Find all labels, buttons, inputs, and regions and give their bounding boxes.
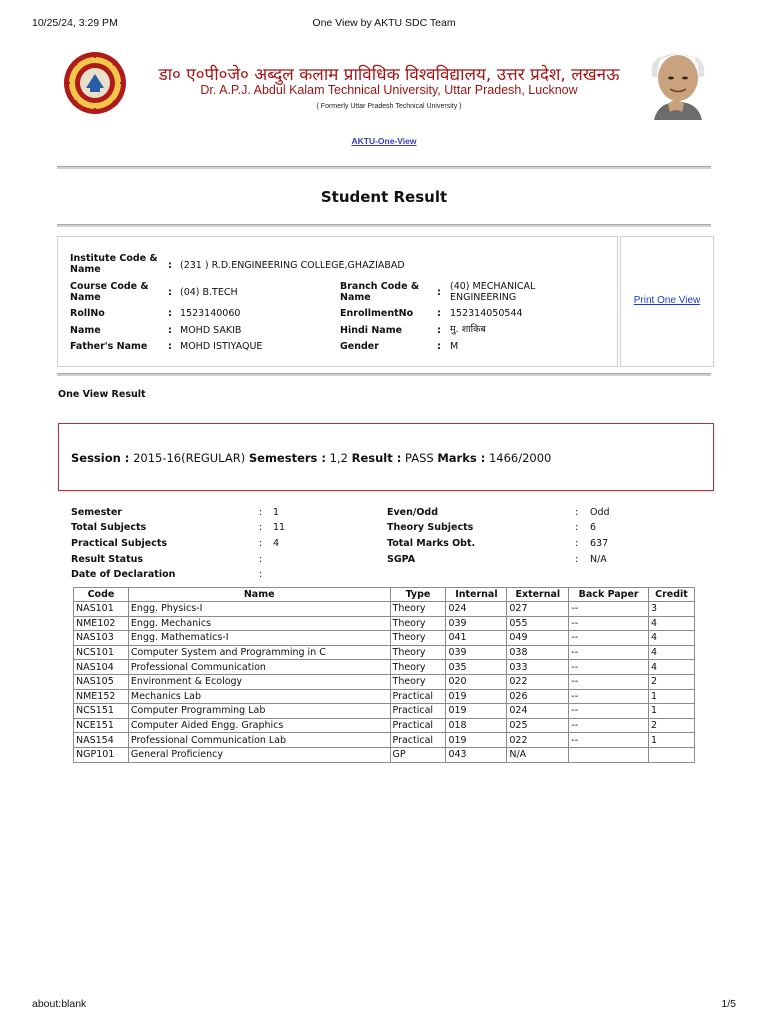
table-cell: 020 — [446, 674, 507, 689]
marks-value: 1466/2000 — [488, 451, 552, 465]
column-header: Back Paper — [569, 588, 649, 602]
table-cell: Theory — [390, 616, 446, 631]
table-row — [74, 660, 695, 675]
table-cell: NAS105 — [74, 674, 129, 689]
table-cell: -- — [569, 616, 649, 631]
session-label: Session : — [71, 451, 130, 465]
print-footer — [32, 998, 736, 1012]
institute-value: (231 ) R.D.ENGINEERING COLLEGE,GHAZIABAD — [180, 260, 405, 271]
table-row — [74, 733, 695, 748]
column-header: Code — [74, 588, 129, 602]
branch-value: (40) MECHANICAL ENGINEERING — [450, 281, 536, 303]
column-header: Credit — [649, 588, 695, 602]
one-view-result-label: One View Result — [58, 389, 146, 400]
table-cell: 027 — [507, 602, 569, 617]
table-cell: NCS151 — [74, 704, 129, 719]
divider — [57, 373, 711, 376]
portrait-image — [642, 48, 712, 120]
table-cell: Computer Programming Lab — [128, 704, 390, 719]
print-url: about:blank — [32, 998, 87, 1010]
table-cell: Engg. Physics-I — [128, 602, 390, 617]
declaration-date-label: Date of Declaration — [71, 569, 176, 580]
semesters-value: 1,2 — [329, 451, 348, 465]
table-cell: 026 — [507, 689, 569, 704]
table-row — [74, 718, 695, 733]
theory-subjects-label: Theory Subjects — [387, 522, 474, 533]
aktu-one-view-link[interactable]: AKTU-One-View — [351, 136, 417, 146]
table-cell: NAS101 — [74, 602, 129, 617]
table-cell: -- — [569, 689, 649, 704]
table-cell: NAS154 — [74, 733, 129, 748]
table-cell: 049 — [507, 631, 569, 646]
table-cell: 024 — [507, 704, 569, 719]
table-cell: 019 — [446, 704, 507, 719]
table-cell: Engg. Mechanics — [128, 616, 390, 631]
table-cell: -- — [569, 645, 649, 660]
table-cell: Professional Communication — [128, 660, 390, 675]
semester-label: Semester — [71, 507, 122, 518]
total-marks-value: 637 — [590, 538, 609, 549]
table-cell: Theory — [390, 602, 446, 617]
table-cell: NCE151 — [74, 718, 129, 733]
table-cell: Theory — [390, 660, 446, 675]
table-cell: 035 — [446, 660, 507, 675]
enrollment-label: EnrollmentNo — [340, 308, 414, 319]
colon: : — [259, 522, 263, 533]
gender-value: M — [450, 341, 459, 352]
university-logo — [62, 50, 128, 116]
colon: : — [259, 538, 263, 549]
column-header: External — [507, 588, 569, 602]
print-header — [32, 17, 736, 31]
table-cell: NGP101 — [74, 747, 129, 762]
table-cell: -- — [569, 733, 649, 748]
colon: : — [575, 507, 579, 518]
table-cell: Professional Communication Lab — [128, 733, 390, 748]
colon: : — [259, 569, 263, 580]
student-info-box — [57, 236, 618, 367]
table-cell — [649, 747, 695, 762]
table-row — [74, 674, 695, 689]
university-banner — [56, 44, 712, 124]
table-cell: NME152 — [74, 689, 129, 704]
table-cell: -- — [569, 674, 649, 689]
result-status-label: Result Status — [71, 554, 144, 565]
table-cell: NME102 — [74, 616, 129, 631]
column-header: Internal — [446, 588, 507, 602]
print-one-view-box — [620, 236, 714, 367]
marks-label: Marks : — [437, 451, 486, 465]
table-cell: Practical — [390, 704, 446, 719]
university-former-name: ( Formerly Uttar Pradesh Technical University ) — [316, 103, 462, 110]
theory-subjects-value: 6 — [590, 522, 597, 533]
table-cell: 022 — [507, 674, 569, 689]
table-cell: 039 — [446, 616, 507, 631]
table-cell: 3 — [649, 602, 695, 617]
colon: : — [437, 341, 441, 352]
divider — [57, 224, 711, 227]
colon: : — [168, 260, 172, 271]
print-datetime: 10/25/24, 3:29 PM — [32, 17, 118, 29]
table-cell: Environment & Ecology — [128, 674, 390, 689]
print-title: One View by AKTU SDC Team — [312, 17, 456, 29]
colon: : — [575, 554, 579, 565]
table-cell: -- — [569, 631, 649, 646]
name-value: MOHD SAKIB — [180, 325, 242, 336]
colon: : — [168, 308, 172, 319]
table-row — [74, 602, 695, 617]
table-cell: 043 — [446, 747, 507, 762]
table-header-row — [74, 588, 695, 602]
table-cell: NAS104 — [74, 660, 129, 675]
rollno-label: RollNo — [70, 308, 105, 319]
page-title: Student Result — [320, 188, 448, 206]
table-cell: 022 — [507, 733, 569, 748]
table-row — [74, 631, 695, 646]
table-cell: -- — [569, 704, 649, 719]
semester-value: 1 — [273, 507, 280, 518]
table-cell: 024 — [446, 602, 507, 617]
colon: : — [259, 554, 263, 565]
column-header: Name — [128, 588, 390, 602]
result-label: Result : — [351, 451, 402, 465]
father-name-label: Father's Name — [70, 341, 148, 352]
table-cell: Engg. Mathematics-I — [128, 631, 390, 646]
table-cell: 2 — [649, 674, 695, 689]
total-subjects-label: Total Subjects — [71, 522, 147, 533]
hindi-name-value: मु. शाकिब — [450, 324, 486, 335]
column-header: Type — [390, 588, 446, 602]
colon: : — [437, 308, 441, 319]
gender-label: Gender — [340, 341, 379, 352]
colon: : — [437, 325, 441, 336]
table-row — [74, 747, 695, 762]
colon: : — [168, 325, 172, 336]
table-row — [74, 689, 695, 704]
table-cell: 055 — [507, 616, 569, 631]
table-cell: 033 — [507, 660, 569, 675]
divider — [57, 166, 711, 169]
table-cell: NCS101 — [74, 645, 129, 660]
table-cell: Mechanics Lab — [128, 689, 390, 704]
colon: : — [168, 341, 172, 352]
table-cell: 025 — [507, 718, 569, 733]
enrollment-value: 152314050544 — [450, 308, 523, 319]
session-summary-box — [58, 423, 714, 491]
session-summary-line — [71, 451, 551, 465]
table-cell: Computer System and Programming in C — [128, 645, 390, 660]
branch-label: Branch Code & Name — [340, 281, 420, 303]
practical-subjects-value: 4 — [273, 538, 280, 549]
table-cell: 018 — [446, 718, 507, 733]
father-name-value: MOHD ISTIYAQUE — [180, 341, 263, 352]
sgpa-value: N/A — [590, 554, 607, 565]
university-name-english: Dr. A.P.J. Abdul Kalam Technical University, Uttar Pradesh, Lucknow — [200, 83, 578, 97]
table-cell: General Proficiency — [128, 747, 390, 762]
table-row — [74, 645, 695, 660]
result-value: PASS — [405, 451, 434, 465]
table-cell: 1 — [649, 733, 695, 748]
print-page-number: 1/5 — [721, 998, 736, 1010]
table-cell: -- — [569, 602, 649, 617]
colon: : — [437, 287, 441, 298]
even-odd-label: Even/Odd — [387, 507, 439, 518]
table-cell: Theory — [390, 631, 446, 646]
institute-label: Institute Code & Name — [70, 253, 158, 275]
table-cell — [569, 747, 649, 762]
table-cell: 019 — [446, 689, 507, 704]
table-cell: Practical — [390, 689, 446, 704]
even-odd-value: Odd — [590, 507, 610, 518]
table-cell: 041 — [446, 631, 507, 646]
table-row — [74, 616, 695, 631]
table-cell: 4 — [649, 645, 695, 660]
table-cell: Computer Aided Engg. Graphics — [128, 718, 390, 733]
colon: : — [575, 522, 579, 533]
table-cell: Practical — [390, 718, 446, 733]
table-cell: -- — [569, 718, 649, 733]
colon: : — [259, 507, 263, 518]
table-cell: N/A — [507, 747, 569, 762]
table-cell: Practical — [390, 733, 446, 748]
table-cell: 019 — [446, 733, 507, 748]
table-cell: 4 — [649, 616, 695, 631]
table-cell: GP — [390, 747, 446, 762]
practical-subjects-label: Practical Subjects — [71, 538, 168, 549]
sgpa-label: SGPA — [387, 554, 416, 565]
colon: : — [168, 287, 172, 298]
name-label: Name — [70, 325, 101, 336]
table-cell: 1 — [649, 689, 695, 704]
session-value: 2015-16(REGULAR) — [133, 451, 246, 465]
total-marks-label: Total Marks Obt. — [387, 538, 476, 549]
table-cell: Theory — [390, 645, 446, 660]
table-cell: NAS103 — [74, 631, 129, 646]
table-row — [74, 704, 695, 719]
table-cell: 2 — [649, 718, 695, 733]
total-subjects-value: 11 — [273, 522, 286, 533]
course-value: (04) B.TECH — [180, 287, 238, 298]
table-cell: -- — [569, 660, 649, 675]
table-cell: 038 — [507, 645, 569, 660]
table-cell: Theory — [390, 674, 446, 689]
semesters-label: Semesters : — [248, 451, 326, 465]
colon: : — [575, 538, 579, 549]
university-name-hindi: डा० ए०पी०जे० अब्दुल कलाम प्राविधिक विश्वविद्यालय, उत्तर प्रदेश, लखनऊ — [158, 65, 620, 85]
print-one-view-link[interactable]: Print One View — [633, 295, 701, 306]
table-cell: 039 — [446, 645, 507, 660]
table-cell: 4 — [649, 660, 695, 675]
marks-table — [73, 587, 695, 763]
table-cell: 4 — [649, 631, 695, 646]
hindi-name-label: Hindi Name — [340, 325, 403, 336]
course-label: Course Code & Name — [70, 281, 149, 303]
table-cell: 1 — [649, 704, 695, 719]
rollno-value: 1523140060 — [180, 308, 241, 319]
